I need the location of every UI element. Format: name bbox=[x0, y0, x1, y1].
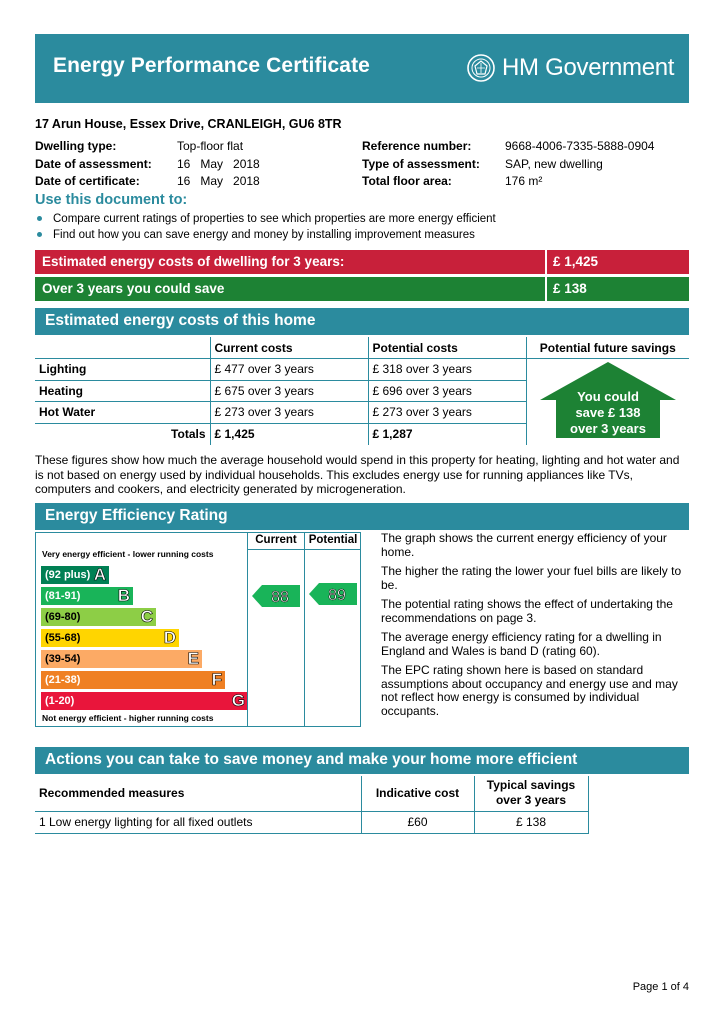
row-label: Hot Water bbox=[35, 402, 210, 424]
col-typical-savings-line: over 3 years bbox=[495, 793, 567, 808]
rating-note: The higher the rating the lower your fuel bills are likely to be. bbox=[381, 564, 682, 592]
top-efficiency-label: Very energy efficient - lower running costs bbox=[42, 549, 214, 559]
rating-note: The average energy efficiency rating for a dwelling in England and Wales is band D (rating 60). bbox=[381, 630, 662, 658]
bullet-item: Find out how you can save energy and money by installing improvement measures bbox=[35, 227, 496, 243]
measure-name: 1 Low energy lighting for all fixed outlets bbox=[35, 811, 361, 833]
row-potential: £ 273 over 3 years bbox=[368, 402, 526, 424]
row-current: £ 477 over 3 years bbox=[210, 359, 368, 381]
costs-section-title: Estimated energy costs of this home bbox=[45, 312, 316, 329]
totals-current: £ 1,425 bbox=[210, 423, 368, 445]
detail-value: SAP, new dwelling bbox=[505, 156, 603, 171]
totals-label: Totals bbox=[171, 427, 206, 441]
costs-table bbox=[35, 337, 689, 445]
rating-notes bbox=[381, 532, 689, 718]
current-rating-arrow bbox=[252, 585, 300, 607]
estimated-cost-bar bbox=[35, 250, 689, 274]
detail-label: Date of certificate: bbox=[35, 174, 140, 188]
row-potential: £ 696 over 3 years bbox=[368, 380, 526, 402]
detail-value: 176 m² bbox=[505, 174, 543, 188]
savings-arrow-cell bbox=[526, 359, 689, 445]
bottom-efficiency-label: Not energy efficient - higher running costs bbox=[42, 713, 214, 723]
property-address: 17 Arun House, Essex Drive, CRANLEIGH, GU6 8TR bbox=[35, 117, 342, 131]
header-bar bbox=[35, 34, 689, 103]
detail-label: Date of assessment: bbox=[35, 156, 152, 171]
crest-icon bbox=[466, 53, 496, 83]
col-recommended-measures: Recommended measures bbox=[35, 776, 361, 811]
col-typical-savings-line: Typical savings bbox=[486, 778, 576, 793]
costs-section-title-bar bbox=[35, 308, 689, 335]
estimated-cost-value: £ 1,425 bbox=[553, 254, 599, 269]
band-letter: A bbox=[93, 565, 106, 584]
page-title: Energy Performance Certificate bbox=[53, 54, 370, 77]
savings-bar bbox=[35, 277, 689, 301]
potential-rating-arrow bbox=[309, 583, 357, 605]
arrow-line: You could bbox=[576, 389, 639, 405]
measure-savings: £ 138 bbox=[474, 811, 588, 833]
band-letter: E bbox=[187, 649, 199, 668]
band-letter: B bbox=[117, 586, 130, 605]
arrow-line: over 3 years bbox=[569, 421, 646, 437]
rating-section-title-bar bbox=[35, 503, 689, 530]
band-letter: G bbox=[231, 691, 245, 710]
row-potential: £ 318 over 3 years bbox=[368, 359, 526, 381]
hm-government-logo bbox=[466, 52, 674, 84]
rating-band-g bbox=[41, 692, 248, 710]
actions-section-title-bar bbox=[35, 747, 689, 774]
use-doc-list bbox=[35, 211, 496, 243]
row-label: Lighting bbox=[35, 359, 210, 381]
col-indicative-cost: Indicative cost bbox=[361, 776, 474, 811]
divider bbox=[247, 549, 360, 550]
detail-label: Total floor area: bbox=[362, 174, 452, 188]
rating-note: The potential rating shows the effect of undertaking the recommendations on page 3. bbox=[381, 597, 673, 625]
col-potential-costs: Potential costs bbox=[368, 337, 526, 359]
bullet-item: Compare current ratings of properties to see which properties are more energy efficient bbox=[35, 211, 496, 227]
savings-arrow bbox=[538, 360, 678, 440]
detail-value: 16 May 2018 bbox=[177, 174, 260, 188]
rating-band-c bbox=[41, 608, 156, 626]
savings-value: £ 138 bbox=[553, 281, 587, 296]
current-rating-value: 88 bbox=[271, 589, 289, 606]
details-left bbox=[35, 138, 260, 191]
col-future-savings: Potential future savings bbox=[526, 337, 689, 359]
detail-value: Top-floor flat bbox=[177, 139, 244, 153]
detail-value: 9668-4006-7335-5888-0904 bbox=[505, 139, 655, 153]
table-row bbox=[35, 359, 689, 381]
detail-label: Reference number: bbox=[362, 139, 472, 153]
band-letter: F bbox=[211, 670, 222, 689]
costs-explanation: These figures show how much the average household would spend in this property for heating, lighting and hot water and is not based on energy used by individual households. This excludes energy use for running appliances like TVs, computers and cookers, and electricity generated by microgeneration. bbox=[35, 453, 680, 496]
rating-section-title: Energy Efficiency Rating bbox=[45, 507, 228, 524]
band-letter: D bbox=[163, 628, 176, 647]
band-range: (55-68) bbox=[45, 632, 81, 644]
use-doc-heading: Use this document to: bbox=[35, 192, 188, 208]
row-label: Heating bbox=[35, 380, 210, 402]
rating-note: The EPC rating shown here is based on standard assumptions about occupancy and energy use and may not reflect how energy is consumed by individual occupants. bbox=[381, 663, 678, 718]
arrow-line: save £ 138 bbox=[575, 405, 641, 421]
rating-band-d bbox=[41, 629, 179, 647]
potential-rating-value: 89 bbox=[328, 587, 346, 604]
estimated-cost-label: Estimated energy costs of dwelling for 3 years: bbox=[42, 254, 345, 269]
divider bbox=[304, 533, 305, 726]
rating-chart bbox=[35, 532, 361, 727]
totals-potential: £ 1,287 bbox=[368, 423, 526, 445]
band-range: (21-38) bbox=[45, 674, 81, 686]
row-current: £ 675 over 3 years bbox=[210, 380, 368, 402]
rating-band-a bbox=[41, 566, 109, 584]
actions-section-title: Actions you can take to save money and make your home more efficient bbox=[45, 751, 578, 768]
table-row bbox=[35, 811, 588, 833]
band-range: (81-91) bbox=[45, 590, 81, 602]
actions-table bbox=[35, 776, 589, 834]
detail-label: Dwelling type: bbox=[35, 139, 117, 153]
band-range: (1-20) bbox=[45, 695, 75, 707]
potential-column-header: Potential bbox=[308, 534, 358, 546]
band-range: (69-80) bbox=[45, 611, 81, 623]
rating-band-f bbox=[41, 671, 225, 689]
band-range: (92 plus) bbox=[45, 569, 91, 581]
current-column-header: Current bbox=[255, 534, 297, 546]
logo-text: HM Government bbox=[502, 54, 675, 81]
rating-note: The graph shows the current energy efficiency of your home. bbox=[381, 531, 667, 559]
details-right bbox=[362, 138, 654, 191]
detail-label: Type of assessment: bbox=[362, 156, 480, 171]
detail-value: 16 May 2018 bbox=[177, 156, 260, 171]
measure-cost: £60 bbox=[361, 811, 474, 833]
col-typical-savings bbox=[474, 776, 588, 811]
page-number: Page 1 of 4 bbox=[632, 981, 689, 993]
row-current: £ 273 over 3 years bbox=[210, 402, 368, 424]
rating-band-b bbox=[41, 587, 133, 605]
divider bbox=[247, 533, 248, 726]
rating-band-e bbox=[41, 650, 202, 668]
band-letter: C bbox=[140, 607, 153, 626]
band-range: (39-54) bbox=[45, 653, 81, 665]
savings-label: Over 3 years you could save bbox=[42, 281, 225, 296]
col-current-costs: Current costs bbox=[210, 337, 368, 359]
